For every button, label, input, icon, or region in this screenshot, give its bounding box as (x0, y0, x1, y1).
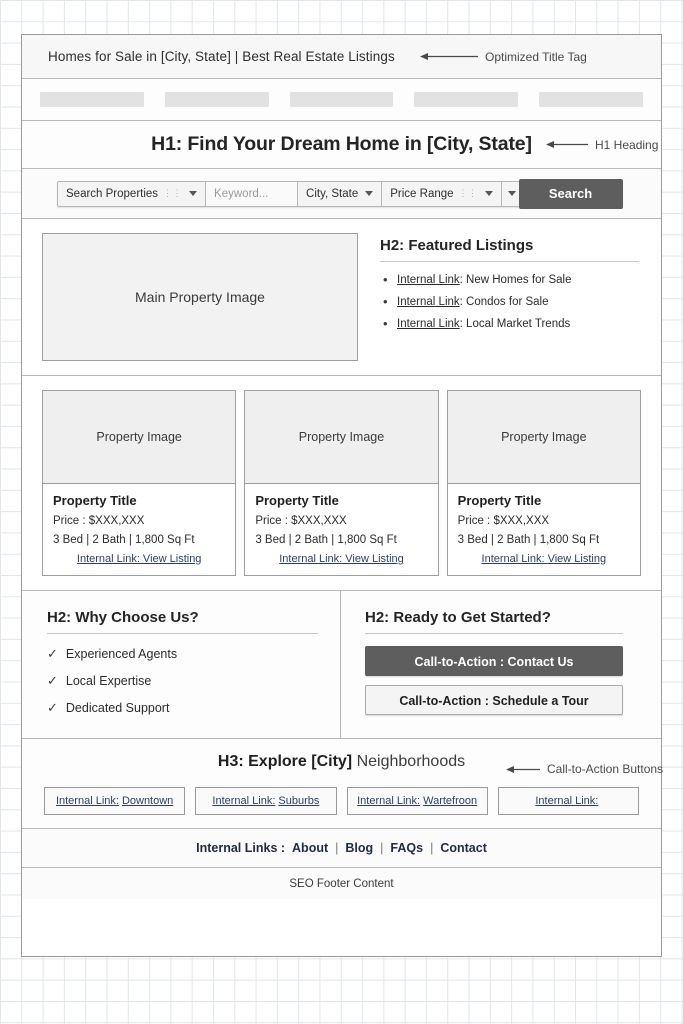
benefit-label: Experienced Agents (65, 647, 178, 661)
extra-filter-select[interactable] (501, 181, 520, 207)
footer-link-about[interactable]: About (292, 841, 329, 855)
property-card[interactable] (244, 390, 438, 576)
location-label: City, State (306, 187, 359, 200)
featured-link-sep: : (459, 274, 467, 286)
property-title: Property Title (457, 493, 542, 508)
property-specs: 3 Bed | 2 Bath | 1,800 Sq Ft (53, 534, 195, 546)
property-card-body (448, 484, 640, 575)
why-choose-us-heading: H2: Why Choose Us? (47, 609, 199, 626)
search-bar (57, 181, 623, 207)
heading-divider (365, 633, 623, 634)
neighborhoods-band (22, 739, 664, 829)
featured-links-list (380, 274, 639, 330)
grip-dots-icon: ⋮⋮ (163, 188, 183, 198)
footer-separator: | (335, 841, 339, 855)
annotation-cta-buttons (506, 762, 663, 776)
annotation-optimized-title-tag (420, 50, 587, 64)
chevron-down-icon (365, 191, 373, 196)
page-title: Homes for Sale in [City, State] | Best Real Estate Listings (48, 49, 395, 64)
neighborhood-button-suburbs[interactable] (195, 787, 336, 815)
footer-link-blog[interactable]: Blog (345, 841, 374, 855)
keyword-placeholder: Keyword... (214, 187, 269, 200)
check-icon: ✓ (47, 673, 58, 688)
neighborhood-button-empty[interactable] (498, 787, 639, 815)
property-cards-band (22, 376, 661, 591)
property-price: Price : $XXX,XXX (457, 515, 550, 527)
footer-links-band (22, 829, 661, 868)
view-listing-link[interactable]: Internal Link: View Listing (481, 553, 607, 565)
footer-separator: | (430, 841, 434, 855)
nav-band (22, 79, 661, 121)
nav-placeholder-1[interactable] (40, 92, 144, 107)
h1-heading: H1: Find Your Dream Home in [City, State] (151, 133, 532, 155)
featured-link-text: New Homes for Sale (466, 274, 572, 286)
contact-us-button[interactable]: Call-to-Action : Contact Us (365, 646, 623, 676)
property-specs: 3 Bed | 2 Bath | 1,800 Sq Ft (457, 534, 600, 546)
property-specs: 3 Bed | 2 Bath | 1,800 Sq Ft (255, 534, 397, 546)
neighborhoods-heading-bold: H3: Explore [City] (217, 753, 353, 770)
list-item (47, 646, 318, 662)
internal-link-label[interactable]: Internal Link (397, 296, 460, 308)
internal-link-label[interactable]: Internal Link (397, 274, 460, 286)
annotation-label: H1 Heading (595, 137, 659, 152)
property-title: Property Title (53, 493, 137, 508)
internal-link-label: Internal Link: (212, 795, 276, 807)
neighborhoods-heading-rest: Neighborhoods (352, 753, 466, 770)
price-range-label: Price Range (390, 187, 454, 200)
footer-link-faqs[interactable]: FAQs (390, 841, 424, 855)
annotation-label: Optimized Title Tag (485, 49, 587, 64)
hero-band (22, 219, 661, 376)
featured-listings-column (380, 233, 639, 361)
benefit-label: Local Expertise (65, 674, 152, 688)
property-image: Property Image (43, 391, 235, 484)
list-item (47, 700, 318, 716)
property-card-body (245, 484, 437, 575)
view-listing-link[interactable]: Internal Link: View Listing (76, 553, 202, 565)
internal-link-label: Internal Link: (55, 795, 119, 807)
neighborhood-name: Wartefroon (423, 795, 478, 807)
property-title: Property Title (255, 493, 339, 508)
grip-dots-icon: ⋮⋮ (458, 188, 478, 198)
nav-placeholder-5[interactable] (539, 92, 643, 107)
list-item[interactable] (380, 274, 639, 286)
location-select[interactable] (297, 181, 381, 207)
internal-link-label[interactable]: Internal Link (397, 318, 460, 330)
footer-links-label: Internal Links : (196, 841, 286, 855)
property-price: Price : $XXX,XXX (53, 515, 145, 527)
property-card[interactable] (42, 390, 236, 576)
list-item[interactable] (380, 318, 639, 330)
view-listing-link[interactable]: Internal Link: View Listing (279, 553, 404, 565)
heading-divider (380, 261, 639, 262)
property-image: Property Image (448, 391, 640, 484)
seo-footer-band: SEO Footer Content (22, 868, 661, 899)
nav-placeholder-2[interactable] (165, 92, 269, 107)
chevron-down-icon (189, 191, 197, 196)
check-icon: ✓ (47, 646, 58, 661)
check-icon: ✓ (47, 700, 58, 715)
main-property-image: Main Property Image (42, 233, 358, 361)
search-band (22, 169, 661, 219)
arrow-left-icon (420, 52, 478, 61)
neighborhood-button-downtown[interactable] (44, 787, 185, 815)
list-item (47, 673, 318, 689)
price-range-select[interactable] (381, 181, 500, 207)
benefit-label: Dedicated Support (65, 701, 170, 715)
why-choose-us-section (22, 591, 341, 738)
get-started-section (341, 591, 661, 738)
h1-band (22, 121, 661, 169)
wireframe-page (21, 34, 662, 957)
arrow-left-icon (506, 765, 540, 774)
property-price: Price : $XXX,XXX (255, 515, 347, 527)
neighborhood-name: Suburbs (278, 795, 320, 807)
search-button[interactable]: Search (519, 179, 623, 209)
annotation-h1-heading (546, 138, 658, 152)
get-started-heading: H2: Ready to Get Started? (365, 609, 551, 626)
footer-separator: | (380, 841, 384, 855)
search-type-label: Search Properties (66, 187, 159, 200)
keyword-input[interactable] (205, 181, 297, 207)
internal-link-label: Internal Link: (535, 795, 599, 807)
annotation-label: Call-to-Action Buttons (547, 762, 664, 776)
chevron-down-icon (485, 191, 493, 196)
featured-link-text: Local Market Trends (466, 318, 571, 330)
list-item[interactable] (380, 296, 639, 308)
property-image: Property Image (245, 391, 437, 484)
search-type-select[interactable] (57, 181, 205, 207)
featured-link-sep: : (459, 296, 467, 308)
heading-divider (47, 633, 318, 634)
arrow-left-icon (546, 140, 588, 149)
neighborhood-buttons-row (22, 787, 661, 815)
nav-placeholder-4[interactable] (414, 92, 518, 107)
title-tag-band (22, 35, 661, 79)
neighborhood-name: Downtown (121, 795, 174, 807)
schedule-tour-button[interactable]: Call-to-Action : Schedule a Tour (365, 685, 623, 715)
footer-link-contact[interactable]: Contact (440, 841, 487, 855)
property-card-body (43, 484, 235, 575)
neighborhood-button-waterfront[interactable] (347, 787, 488, 815)
featured-link-sep: : (459, 318, 467, 330)
benefits-list (47, 646, 318, 716)
featured-listings-heading: H2: Featured Listings (380, 237, 534, 254)
two-column-band (22, 591, 661, 739)
nav-placeholder-3[interactable] (290, 92, 394, 107)
internal-link-label: Internal Link: (357, 795, 421, 807)
featured-link-text: Condos for Sale (466, 296, 549, 308)
property-card[interactable] (447, 390, 641, 576)
chevron-down-icon (508, 191, 516, 196)
